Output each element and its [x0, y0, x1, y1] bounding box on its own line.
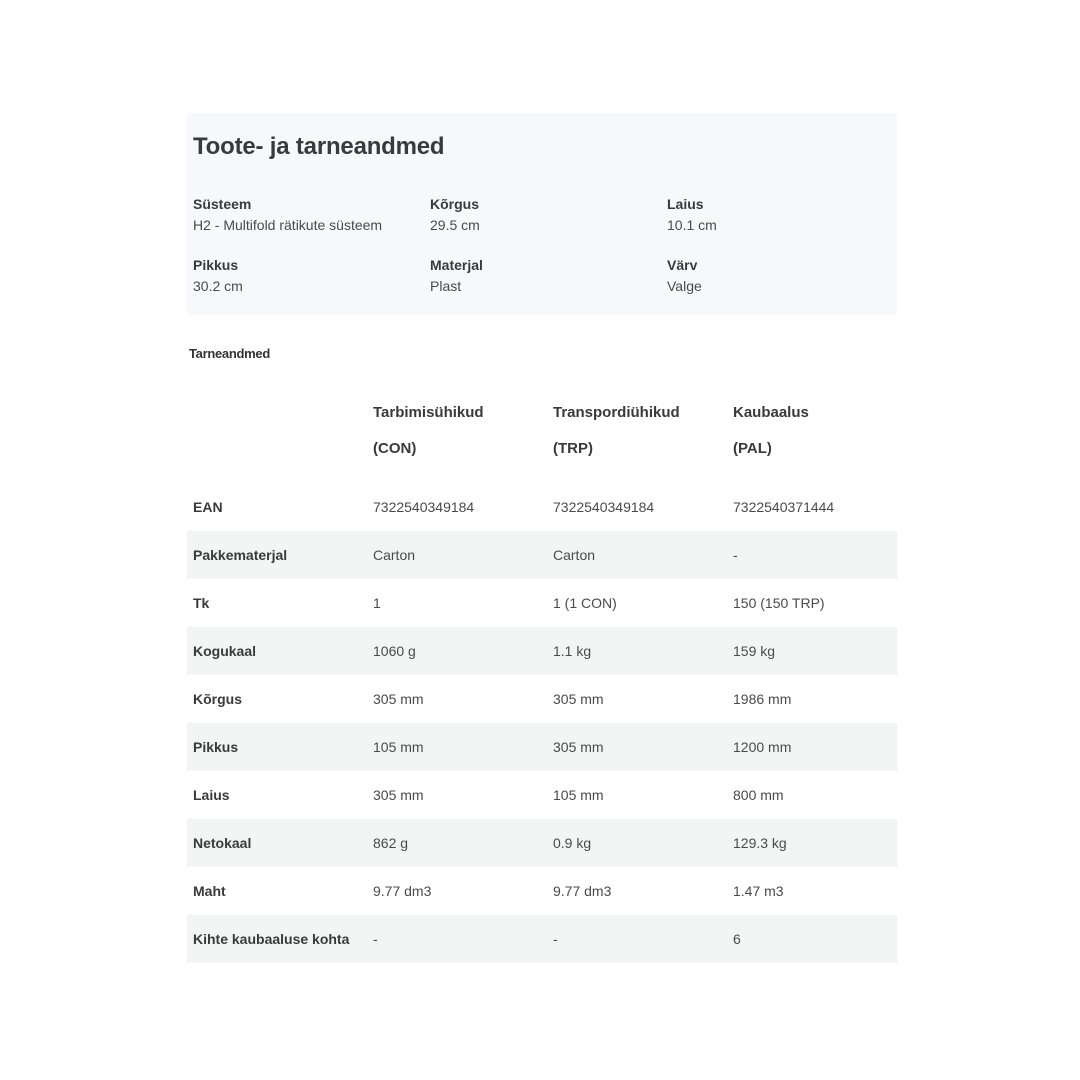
header-con: [367, 385, 547, 483]
table-cell: 105 mm: [553, 787, 604, 803]
spec-color: [667, 256, 897, 295]
spec-length: [193, 256, 423, 295]
table-row: [187, 627, 897, 675]
delivery-table-container: [187, 385, 897, 963]
table-cell: 1060 g: [367, 627, 547, 675]
row-label: Kogukaal: [187, 627, 367, 675]
table-row: [187, 867, 897, 915]
table-cell: 862 g: [367, 819, 547, 867]
delivery-table: [187, 385, 897, 963]
spec-value: Valge: [667, 278, 702, 294]
table-row: [187, 483, 897, 531]
spec-height: [430, 195, 660, 234]
spec-value: H2 - Multifold rätikute süsteem: [193, 217, 383, 233]
table-cell: 800 mm: [733, 787, 784, 803]
table-cell: 129.3 kg: [727, 819, 897, 867]
table-cell: -: [367, 915, 547, 963]
delivery-section-title: Tarneandmed: [189, 346, 270, 361]
header-label: Transpordiühikud: [553, 404, 680, 421]
header-code: (TRP): [553, 440, 593, 457]
row-label: Tk: [193, 595, 210, 611]
row-label: Pikkus: [187, 723, 367, 771]
header-label: Tarbimisühikud: [373, 404, 484, 421]
table-cell: 1: [373, 595, 381, 611]
table-row: [187, 531, 897, 579]
table-cell: 1.47 m3: [733, 883, 784, 899]
spec-value: 10.1 cm: [667, 217, 717, 233]
spec-label: Pikkus: [193, 257, 239, 273]
table-cell: Carton: [547, 531, 727, 579]
table-row: [187, 579, 897, 627]
table-cell: -: [727, 531, 897, 579]
table-cell: 9.77 dm3: [553, 883, 612, 899]
row-label: Kõrgus: [193, 691, 242, 707]
spec-label: Süsteem: [193, 196, 252, 212]
product-title: Toote- ja tarneandmed: [193, 133, 445, 160]
spec-value: 30.2 cm: [193, 278, 243, 294]
table-cell: 159 kg: [727, 627, 897, 675]
spec-label: Kõrgus: [430, 196, 479, 212]
table-header-row: [187, 385, 897, 483]
table-cell: 105 mm: [367, 723, 547, 771]
spec-label: Materjal: [430, 257, 483, 273]
table-cell: 305 mm: [373, 787, 424, 803]
header-code: (CON): [373, 440, 417, 457]
header-pal: [727, 385, 897, 483]
spec-system: [193, 195, 423, 234]
table-cell: 1.1 kg: [547, 627, 727, 675]
table-cell: 305 mm: [553, 691, 604, 707]
spec-value: 29.5 cm: [430, 217, 480, 233]
product-info-card: [187, 113, 897, 315]
table-cell: 9.77 dm3: [373, 883, 432, 899]
table-row: [187, 915, 897, 963]
header-label: Kaubaalus: [733, 404, 809, 421]
row-label: Netokaal: [187, 819, 367, 867]
table-cell: 150 (150 TRP): [733, 595, 825, 611]
header-empty: [187, 385, 367, 483]
row-label: Pakkematerjal: [187, 531, 367, 579]
row-label: EAN: [193, 499, 223, 515]
table-cell: 6: [727, 915, 897, 963]
table-cell: Carton: [367, 531, 547, 579]
table-cell: 305 mm: [373, 691, 424, 707]
table-row: [187, 723, 897, 771]
table-cell: 1200 mm: [727, 723, 897, 771]
header-code: (PAL): [733, 440, 772, 457]
spec-value: Plast: [430, 278, 462, 294]
table-cell: 1986 mm: [733, 691, 792, 707]
table-cell: 0.9 kg: [547, 819, 727, 867]
table-cell: -: [547, 915, 727, 963]
table-row: [187, 819, 897, 867]
spec-label: Värv: [667, 257, 698, 273]
table-cell: 7322540371444: [733, 499, 835, 515]
row-label: Laius: [193, 787, 230, 803]
table-cell: 7322540349184: [373, 499, 475, 515]
table-cell: 1 (1 CON): [553, 595, 617, 611]
spec-material: [430, 256, 660, 295]
table-cell: 305 mm: [547, 723, 727, 771]
table-cell: 7322540349184: [553, 499, 655, 515]
spec-width: [667, 195, 897, 234]
table-row: [187, 771, 897, 819]
table-row: [187, 675, 897, 723]
spec-label: Laius: [667, 196, 704, 212]
row-label: Maht: [193, 883, 226, 899]
row-label: Kihte kaubaaluse kohta: [187, 915, 367, 963]
header-trp: [547, 385, 727, 483]
